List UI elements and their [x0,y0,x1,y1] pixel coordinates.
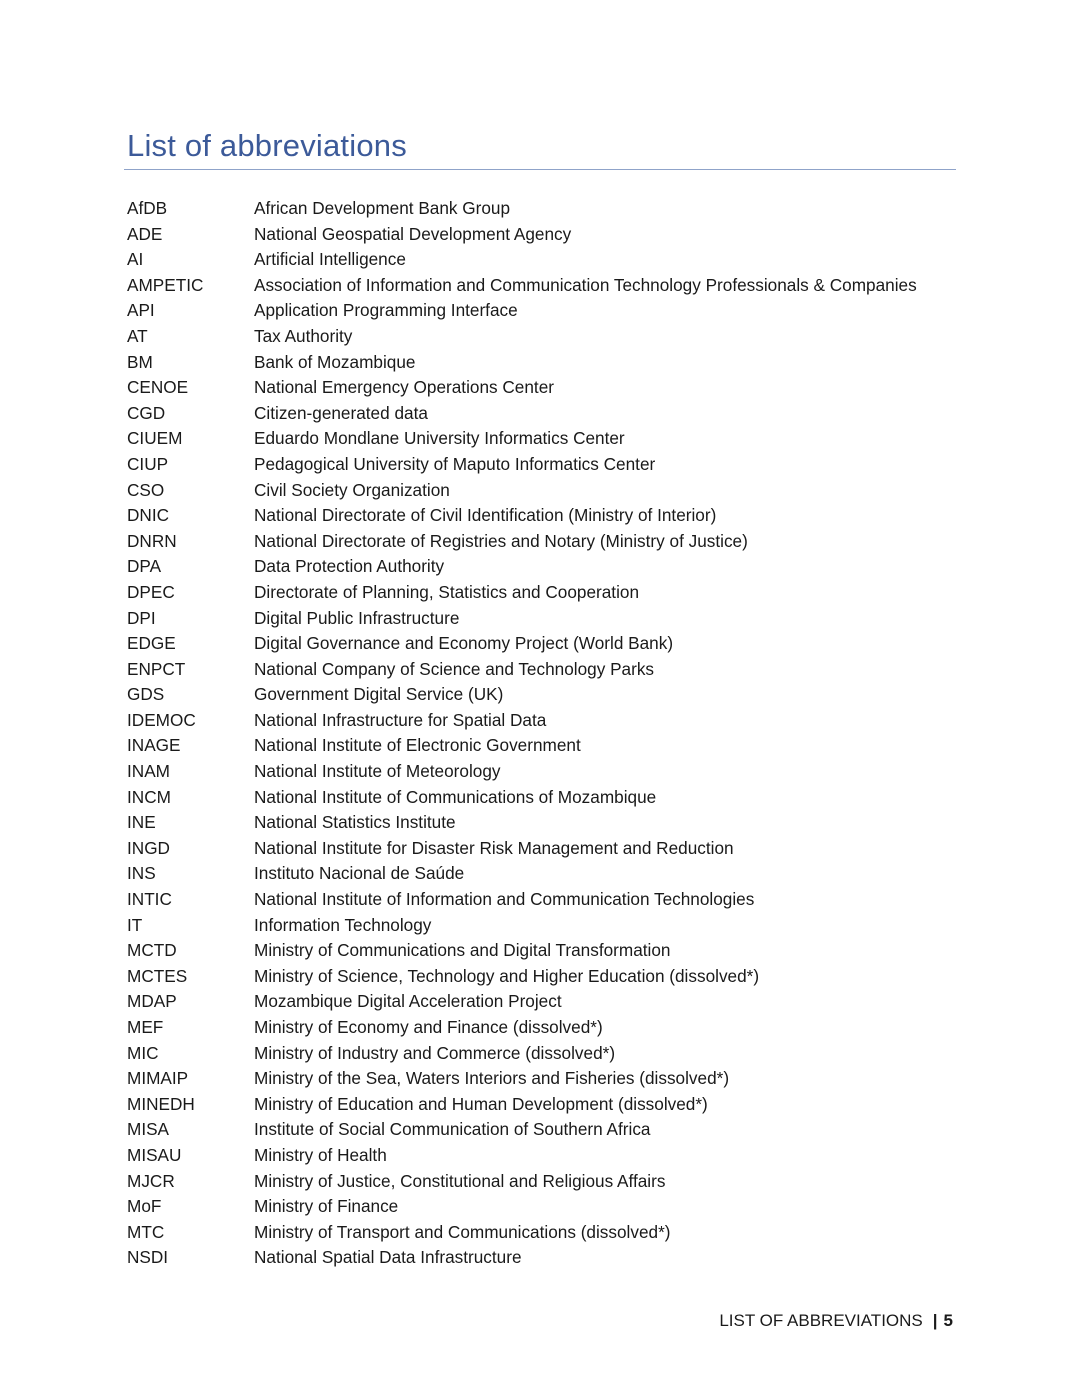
abbreviation-meaning: Ministry of Economy and Finance (dissolved*) [254,1017,603,1037]
abbreviation-code: INCM [127,786,171,807]
abbreviation-row [127,222,967,248]
abbreviation-code: MoF [127,1196,162,1217]
page-number: 5 [943,1311,953,1330]
abbreviation-code: CSO [127,479,165,500]
abbreviation-row [127,682,967,708]
abbreviation-code: INAGE [127,735,181,756]
abbreviation-code: IDEMOC [127,709,196,730]
abbreviation-meaning: Pedagogical University of Maputo Informatics Center [254,453,656,474]
abbreviation-meaning: Digital Governance and Economy Project (World Bank) [254,633,674,654]
abbreviation-meaning: National Institute of Electronic Government [254,735,581,756]
abbreviation-meaning: National Institute for Disaster Risk Management and Reduction [254,837,734,858]
abbreviation-code: ENPCT [127,658,186,679]
abbreviation-row [127,1041,967,1067]
abbreviation-list [127,196,967,1271]
abbreviation-meaning: National Directorate of Civil Identification (Ministry of Interior) [254,505,717,526]
abbreviation-code: API [127,300,155,321]
page-title: List of abbreviations [127,128,407,163]
abbreviation-row [127,580,967,606]
abbreviation-row [127,426,967,452]
abbreviation-code: CIUEM [127,428,183,449]
abbreviation-meaning: Ministry of Industry and Commerce (dissolved*) [254,1042,616,1063]
abbreviation-code: EDGE [127,633,176,654]
footer-section-label: LIST OF ABBREVIATIONS [719,1311,923,1330]
abbreviation-meaning: Information Technology [254,914,432,935]
abbreviation-row [127,350,967,376]
abbreviation-code: INGD [127,837,170,858]
abbreviation-meaning: National Geospatial Development Agency [254,223,572,244]
abbreviation-meaning: Application Programming Interface [254,300,518,321]
abbreviation-row [127,478,967,504]
abbreviation-row [127,273,967,299]
abbreviation-row [127,324,967,350]
abbreviation-meaning: National Company of Science and Technology Parks [254,658,655,679]
abbreviation-meaning: Government Digital Service (UK) [254,684,504,705]
abbreviation-code: INTIC [127,889,172,910]
abbreviation-code: MJCR [127,1170,175,1191]
abbreviation-code: NSDI [127,1247,169,1268]
abbreviation-meaning: Instituto Nacional de Saúde [254,863,465,884]
abbreviation-row [127,1220,967,1246]
abbreviation-row [127,785,967,811]
abbreviation-meaning: Civil Society Organization [254,479,450,500]
heading-underline [124,169,956,170]
abbreviation-row [127,989,967,1015]
abbreviation-row [127,733,967,759]
abbreviation-code: MCTD [127,940,177,961]
abbreviation-code: DNRN [127,530,177,551]
abbreviation-meaning: Institute of Social Communication of Southern Africa [254,1119,651,1140]
abbreviation-code: DPA [127,556,162,577]
abbreviation-code: CIUP [127,453,169,474]
abbreviation-row [127,938,967,964]
abbreviation-code: ADE [127,223,163,244]
abbreviation-row [127,401,967,427]
abbreviation-meaning: Ministry of Transport and Communications (dissolved*) [254,1221,671,1242]
abbreviation-meaning: National Infrastructure for Spatial Data [254,709,547,730]
abbreviation-meaning: Ministry of Education and Human Development (dissolved*) [254,1093,708,1114]
abbreviation-meaning: Artificial Intelligence [254,249,406,270]
abbreviation-row [127,759,967,785]
abbreviation-code: DNIC [127,505,170,526]
abbreviation-row [127,1015,967,1041]
abbreviation-row [127,1143,967,1169]
abbreviation-meaning: Association of Information and Communication Technology Professionals & Companies [254,274,917,295]
abbreviation-meaning: National Statistics Institute [254,812,456,833]
abbreviation-meaning: National Institute of Information and Communication Technologies [254,889,755,910]
abbreviation-code: DPEC [127,581,175,602]
abbreviation-row [127,1169,967,1195]
abbreviation-meaning: National Directorate of Registries and Notary (Ministry of Justice) [254,530,748,551]
abbreviation-code: INAM [127,761,170,782]
abbreviation-row [127,913,967,939]
abbreviation-code: AfDB [127,198,168,218]
abbreviation-code: MIMAIP [127,1068,189,1089]
abbreviation-meaning: Ministry of Science, Technology and Higher Education (dissolved*) [254,965,760,986]
abbreviation-code: INS [127,863,156,884]
abbreviation-row [127,887,967,913]
abbreviation-row [127,1194,967,1220]
abbreviation-code: CENOE [127,377,189,398]
abbreviation-code: AI [127,249,144,270]
abbreviation-row [127,861,967,887]
abbreviation-code: AT [127,325,148,346]
abbreviation-row [127,606,967,632]
abbreviation-row [127,810,967,836]
abbreviation-row [127,452,967,478]
abbreviation-code: AMPETIC [127,274,204,295]
abbreviation-meaning: National Emergency Operations Center [254,377,554,398]
abbreviation-row [127,1245,967,1271]
abbreviation-meaning: Ministry of Justice, Constitutional and Religious Affairs [254,1170,666,1191]
abbreviation-row [127,1066,967,1092]
abbreviation-meaning: Ministry of the Sea, Waters Interiors and Fisheries (dissolved*) [254,1068,730,1089]
abbreviation-row [127,196,967,222]
abbreviation-row [127,708,967,734]
abbreviation-row [127,247,967,273]
abbreviation-code: MIC [127,1042,159,1063]
page-footer [719,1311,953,1331]
abbreviation-code: MTC [127,1221,165,1242]
abbreviation-row [127,375,967,401]
abbreviation-meaning: Mozambique Digital Acceleration Project [254,991,562,1012]
abbreviation-meaning: Directorate of Planning, Statistics and Cooperation [254,581,640,602]
abbreviation-row [127,1117,967,1143]
abbreviation-meaning: National Institute of Communications of Mozambique [254,786,657,807]
abbreviation-meaning: Ministry of Finance [254,1196,399,1217]
abbreviation-meaning: Digital Public Infrastructure [254,607,460,628]
abbreviation-meaning: African Development Bank Group [254,198,511,218]
footer-separator: | [932,1311,938,1330]
abbreviation-meaning: Bank of Mozambique [254,351,416,372]
abbreviation-code: MISAU [127,1144,182,1165]
abbreviation-meaning: National Institute of Meteorology [254,761,501,782]
abbreviation-row [127,657,967,683]
abbreviation-code: INE [127,812,156,833]
abbreviation-meaning: Data Protection Authority [254,556,445,577]
abbreviation-meaning: Ministry of Communications and Digital Transformation [254,940,671,961]
abbreviation-row [127,503,967,529]
abbreviation-row [127,964,967,990]
abbreviation-code: MEF [127,1017,164,1037]
abbreviation-code: MDAP [127,991,177,1012]
abbreviation-row [127,554,967,580]
abbreviation-row [127,631,967,657]
abbreviation-meaning: Citizen-generated data [254,402,428,423]
abbreviation-code: IT [127,914,143,935]
abbreviation-code: MISA [127,1119,170,1140]
abbreviation-meaning: Ministry of Health [254,1144,387,1165]
abbreviation-code: CGD [127,402,166,423]
abbreviation-row [127,298,967,324]
abbreviation-code: DPI [127,607,156,628]
abbreviation-row [127,836,967,862]
abbreviation-code: GDS [127,684,165,705]
abbreviation-meaning: Tax Authority [254,325,353,346]
abbreviation-code: BM [127,351,153,372]
abbreviation-meaning: Eduardo Mondlane University Informatics Center [254,428,625,449]
abbreviation-row [127,1092,967,1118]
abbreviation-code: MINEDH [127,1093,195,1114]
abbreviation-code: MCTES [127,965,188,986]
abbreviation-row [127,529,967,555]
abbreviation-meaning: National Spatial Data Infrastructure [254,1247,522,1268]
